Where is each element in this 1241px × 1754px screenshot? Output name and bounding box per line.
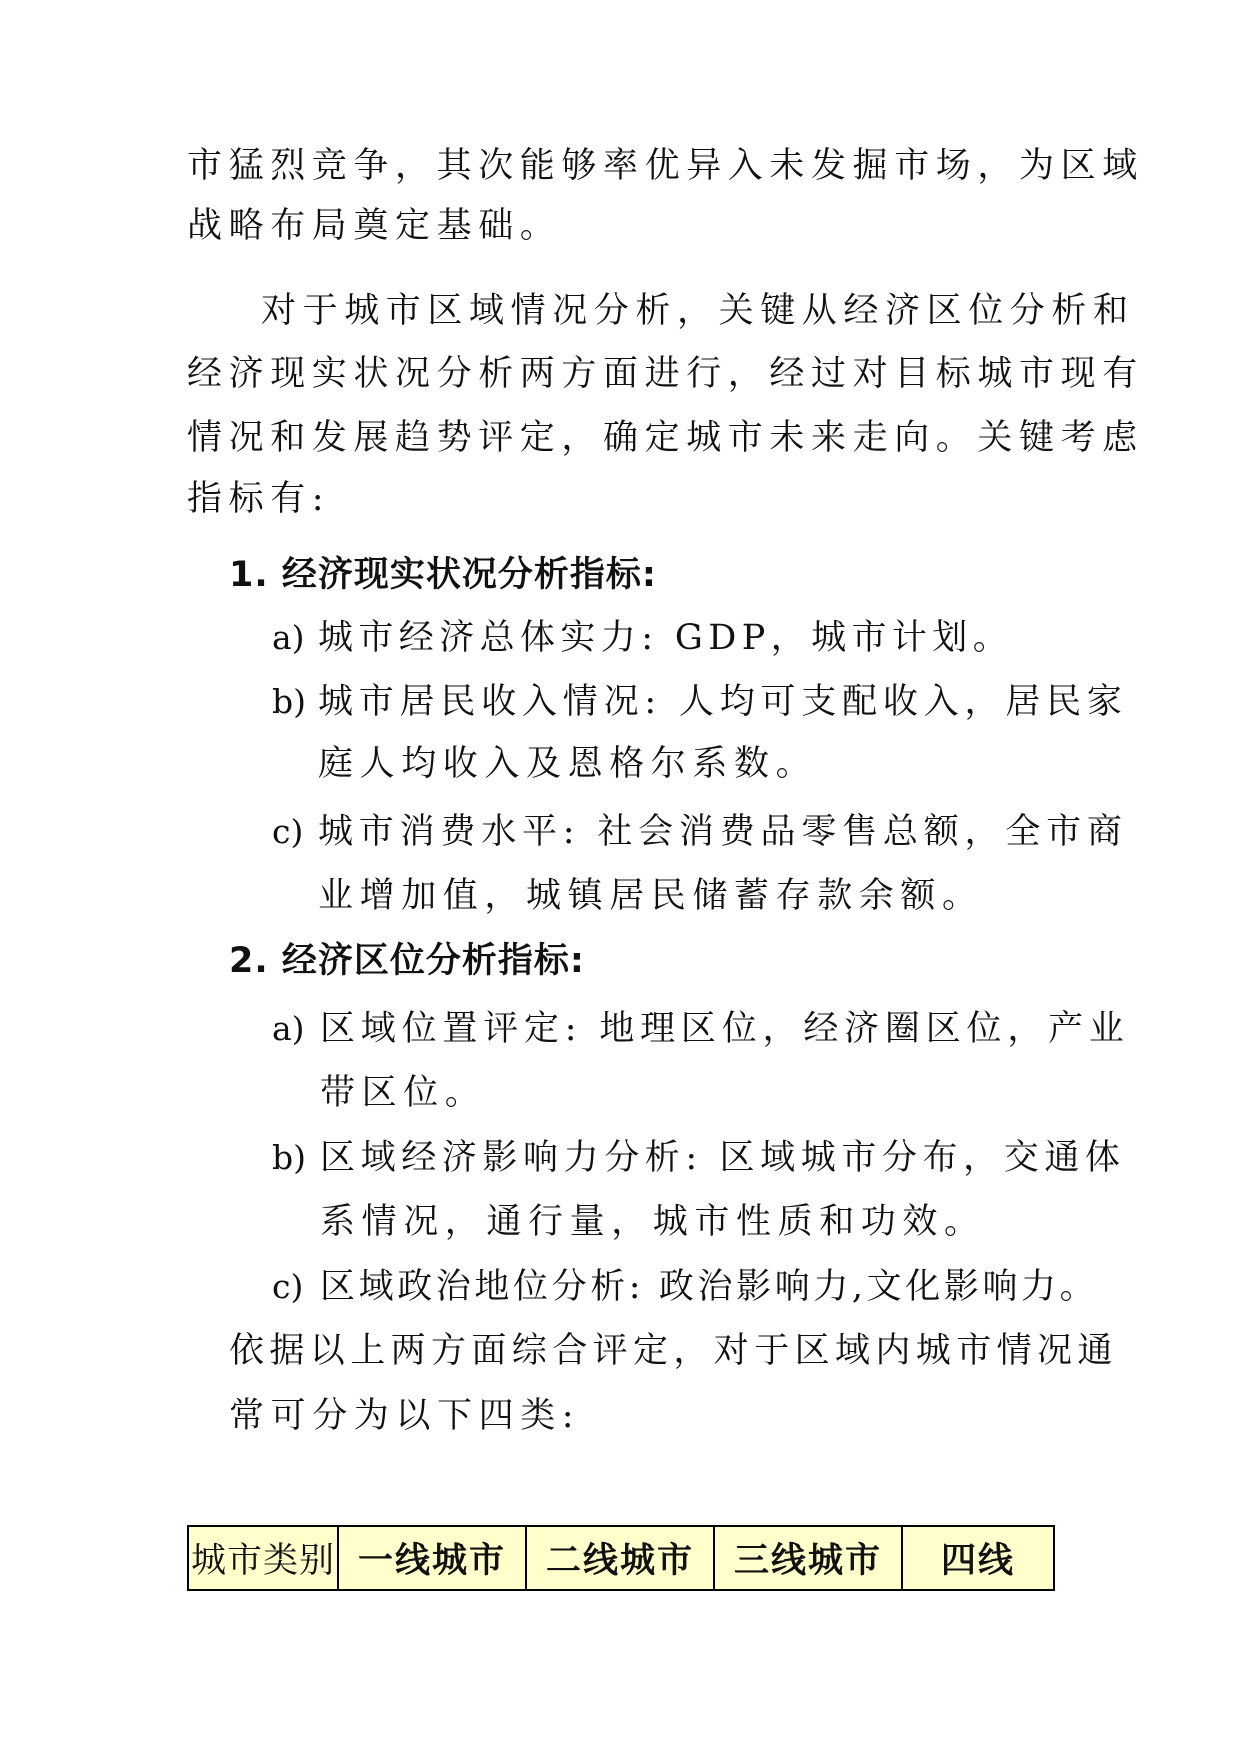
closing-line-1: 依据以上两方面综合评定，对于区域内城市情况通 [229,1331,1118,1371]
section1-item-a-marker: a) [272,618,305,657]
section1-item-b-line-2: 庭人均收入及恩格尔系数。 [318,744,818,784]
section2-item-b-line-2: 系情况，通行量，城市性质和功效。 [320,1202,986,1242]
body-line-6: 指标有: [187,479,331,519]
section2-item-a-marker: a) [272,1009,305,1048]
section1-item-c-line-1: 城市消费水平: 社会消费品零售总额，全市商 [318,812,1128,852]
section1-item-c-marker: c) [272,812,304,851]
section1-item-b-marker: b) [272,682,306,721]
section1-item-a-line-1: 城市经济总体实力: GDP，城市计划。 [318,618,1014,658]
closing-line-2: 常可分为以下四类: [229,1396,581,1436]
section2-item-c-line-1: 区域政治地位分析: 政治影响力,文化影响力。 [320,1267,1099,1307]
section1-heading: 1. 经济现实状况分析指标: [229,555,657,595]
body-line-2: 战略布局奠定基础。 [187,206,562,246]
section2-item-b-line-1: 区域经济影响力分析: 区域城市分布，交通体 [320,1138,1126,1178]
body-line-1: 市猛烈竞争，其次能够率优异入未发掘市场，为区域 [187,146,1144,186]
section2-item-b-marker: b) [272,1138,306,1177]
body-line-4: 经济现实状况分析两方面进行，经过对目标城市现有 [187,354,1144,394]
body-line-3: 对于城市区域情况分析，关键从经济区位分析和 [261,291,1135,331]
table-header-row [188,1526,1054,1590]
section2-item-c-marker: c) [272,1267,304,1306]
section1-item-c-line-2: 业增加值，城镇居民储蓄存款余额。 [318,876,984,916]
section2-item-a-line-1: 区域位置评定: 地理区位，经济圈区位，产业 [320,1009,1130,1049]
section1-item-b-line-1: 城市居民收入情况: 人均可支配收入，居民家 [318,682,1128,722]
table-label-cell: 城市类别 [188,1526,338,1590]
section2-item-a-line-2: 带区位。 [320,1073,487,1113]
table-header-tier4: 四线 [902,1526,1054,1590]
city-category-table [187,1525,1055,1591]
body-line-5: 情况和发展趋势评定，确定城市未来走向。关键考虑 [187,418,1144,458]
section2-heading: 2. 经济区位分析指标: [229,941,585,981]
table-header-tier1: 一线城市 [338,1526,526,1590]
table-header-tier3: 三线城市 [714,1526,902,1590]
table-header-tier2: 二线城市 [526,1526,714,1590]
